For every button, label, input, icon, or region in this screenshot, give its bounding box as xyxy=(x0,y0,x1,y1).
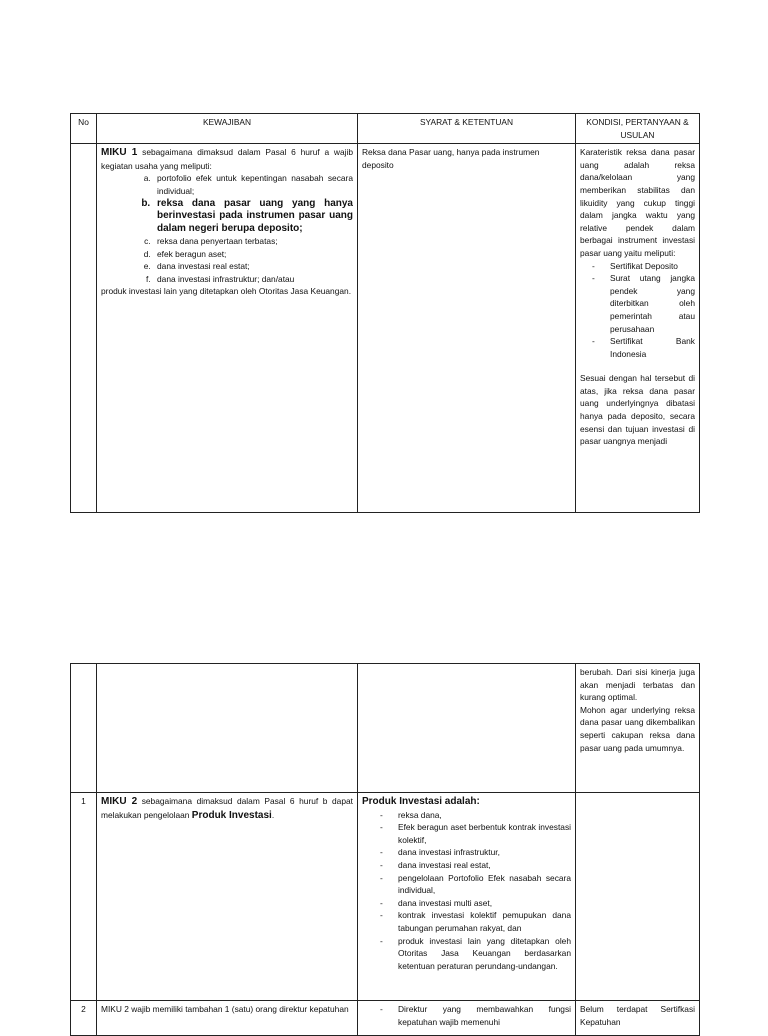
miku-label: MIKU 2 xyxy=(101,796,138,807)
kewajiban-end: . xyxy=(271,809,275,820)
list-item: - Efek beragun aset berbentuk kontrak investasi kolektif, xyxy=(386,821,571,846)
kondisi-paragraph: Mohon agar underlying reksa dana pasar uang dikembalikan seperti cakupan reksa dana pasar uang pada umumnya. xyxy=(580,704,695,753)
list-item: - dana investasi real estat, xyxy=(386,859,571,872)
cell-kondisi xyxy=(576,664,700,793)
list-item: - kontrak investasi kolektif pemupukan dana tabungan perumahan rakyat, dan xyxy=(386,909,571,934)
cell-kewajiban xyxy=(97,664,358,793)
header-no: No xyxy=(71,114,97,144)
header-syarat: SYARAT & KETENTUAN xyxy=(358,114,576,144)
kondisi-paragraph: Karateristik reksa dana pasar uang adalah reksa dana/kelolaan yang memberikan stabilitas dan likuidity yang cukup tinggi dalam jangka waktu yang relative pendek dalam berbagai instrument investasi pasar uang yaitu meliputi: xyxy=(580,147,695,258)
miku-label: MIKU 1 xyxy=(101,147,138,159)
cell-kondisi xyxy=(576,793,700,1001)
cell-no xyxy=(71,144,97,513)
table-kewajiban-part2 xyxy=(70,663,700,1036)
list-item: - Sertifikat Bank Indonesia xyxy=(598,335,695,360)
list-item: d. efek beragun aset; xyxy=(153,248,353,261)
kewajiban-outro: produk investasi lain yang ditetapkan oleh Otoritas Jasa Keuangan. xyxy=(101,286,352,297)
kewajiban-bold-term: Produk Investasi xyxy=(191,809,272,821)
list-item: - pengelolaan Portofolio Efek nasabah secara individual, xyxy=(386,872,571,897)
cell-syarat xyxy=(358,1001,576,1036)
syarat-list xyxy=(362,1003,571,1028)
kewajiban-list xyxy=(101,172,353,285)
cell-syarat xyxy=(358,793,576,1001)
kondisi-paragraph: Sesuai dengan hal tersebut di atas, jika reksa dana pasar uang underlyingnya dibatasi hanya pada deposito, secara esensi dan tujuan investasi di pasar uangnya menjadi xyxy=(580,373,695,447)
table-kewajiban-part1 xyxy=(70,113,700,513)
list-item: f. dana investasi infrastruktur; dan/atau xyxy=(153,273,353,286)
list-item: - Direktur yang membawahkan fungsi kepatuhan wajib memenuhi xyxy=(386,1003,571,1028)
kondisi-content xyxy=(580,146,695,510)
list-item: c. reksa dana penyertaan terbatas; xyxy=(153,235,353,248)
list-item: e. dana investasi real estat; xyxy=(153,260,353,273)
cell-no: 2 xyxy=(71,1001,97,1036)
kondisi-paragraph: berubah. Dari sisi kinerja juga akan menjadi terbatas dan kurang optimal. xyxy=(580,667,695,703)
table-row xyxy=(71,144,700,513)
table-row xyxy=(71,793,700,1001)
kewajiban-text: sebagaimana dimaksud dalam Pasal 6 huruf b dapat melakukan pengelolaan xyxy=(101,796,353,820)
cell-syarat: Reksa dana Pasar uang, hanya pada instrumen deposito xyxy=(358,144,576,513)
syarat-title: Produk Investasi adalah: xyxy=(362,796,480,807)
cell-syarat xyxy=(358,664,576,793)
cell-no xyxy=(71,664,97,793)
table-row xyxy=(71,1001,700,1036)
syarat-list xyxy=(362,809,571,973)
list-item: - Surat utang jangka pendek yang diterbitkan oleh pemerintah atau perusahaan xyxy=(598,272,695,335)
cell-kewajiban: MIKU 2 wajib memiliki tambahan 1 (satu) orang direktur kepatuhan xyxy=(97,1001,358,1036)
list-item: a. portofolio efek untuk kepentingan nasabah secara individual; xyxy=(153,172,353,197)
list-item: - dana investasi infrastruktur, xyxy=(386,846,571,859)
list-item: - reksa dana, xyxy=(386,809,571,822)
list-item: - dana investasi multi aset, xyxy=(386,897,571,910)
cell-kondisi: Belum terdapat Sertifkasi Kepatuhan xyxy=(576,1001,700,1036)
cell-kondisi xyxy=(576,144,700,513)
header-kondisi: KONDISI, PERTANYAAN & USULAN xyxy=(576,114,700,144)
list-item: b. reksa dana pasar uang yang hanya berinvestasi pada instrumen pasar uang dalam negeri berupa deposito; xyxy=(153,198,353,236)
kewajiban-intro xyxy=(101,146,353,172)
kewajiban-intro-text: sebagaimana dimaksud dalam Pasal 6 huruf a wajib kegiatan usaha yang meliputi: xyxy=(101,147,353,171)
table-row xyxy=(71,664,700,793)
list-item: - Sertifikat Deposito xyxy=(598,260,695,273)
cell-no: 1 xyxy=(71,793,97,1001)
kondisi-list xyxy=(580,260,695,361)
table-header-row xyxy=(71,114,700,144)
cell-kewajiban xyxy=(97,144,358,513)
cell-kewajiban xyxy=(97,793,358,1001)
header-kewajiban: KEWAJIBAN xyxy=(97,114,358,144)
list-item: - produk investasi lain yang ditetapkan oleh Otoritas Jasa Keuangan berdasarkan ketentuan peraturan perundang-undangan. xyxy=(386,935,571,973)
